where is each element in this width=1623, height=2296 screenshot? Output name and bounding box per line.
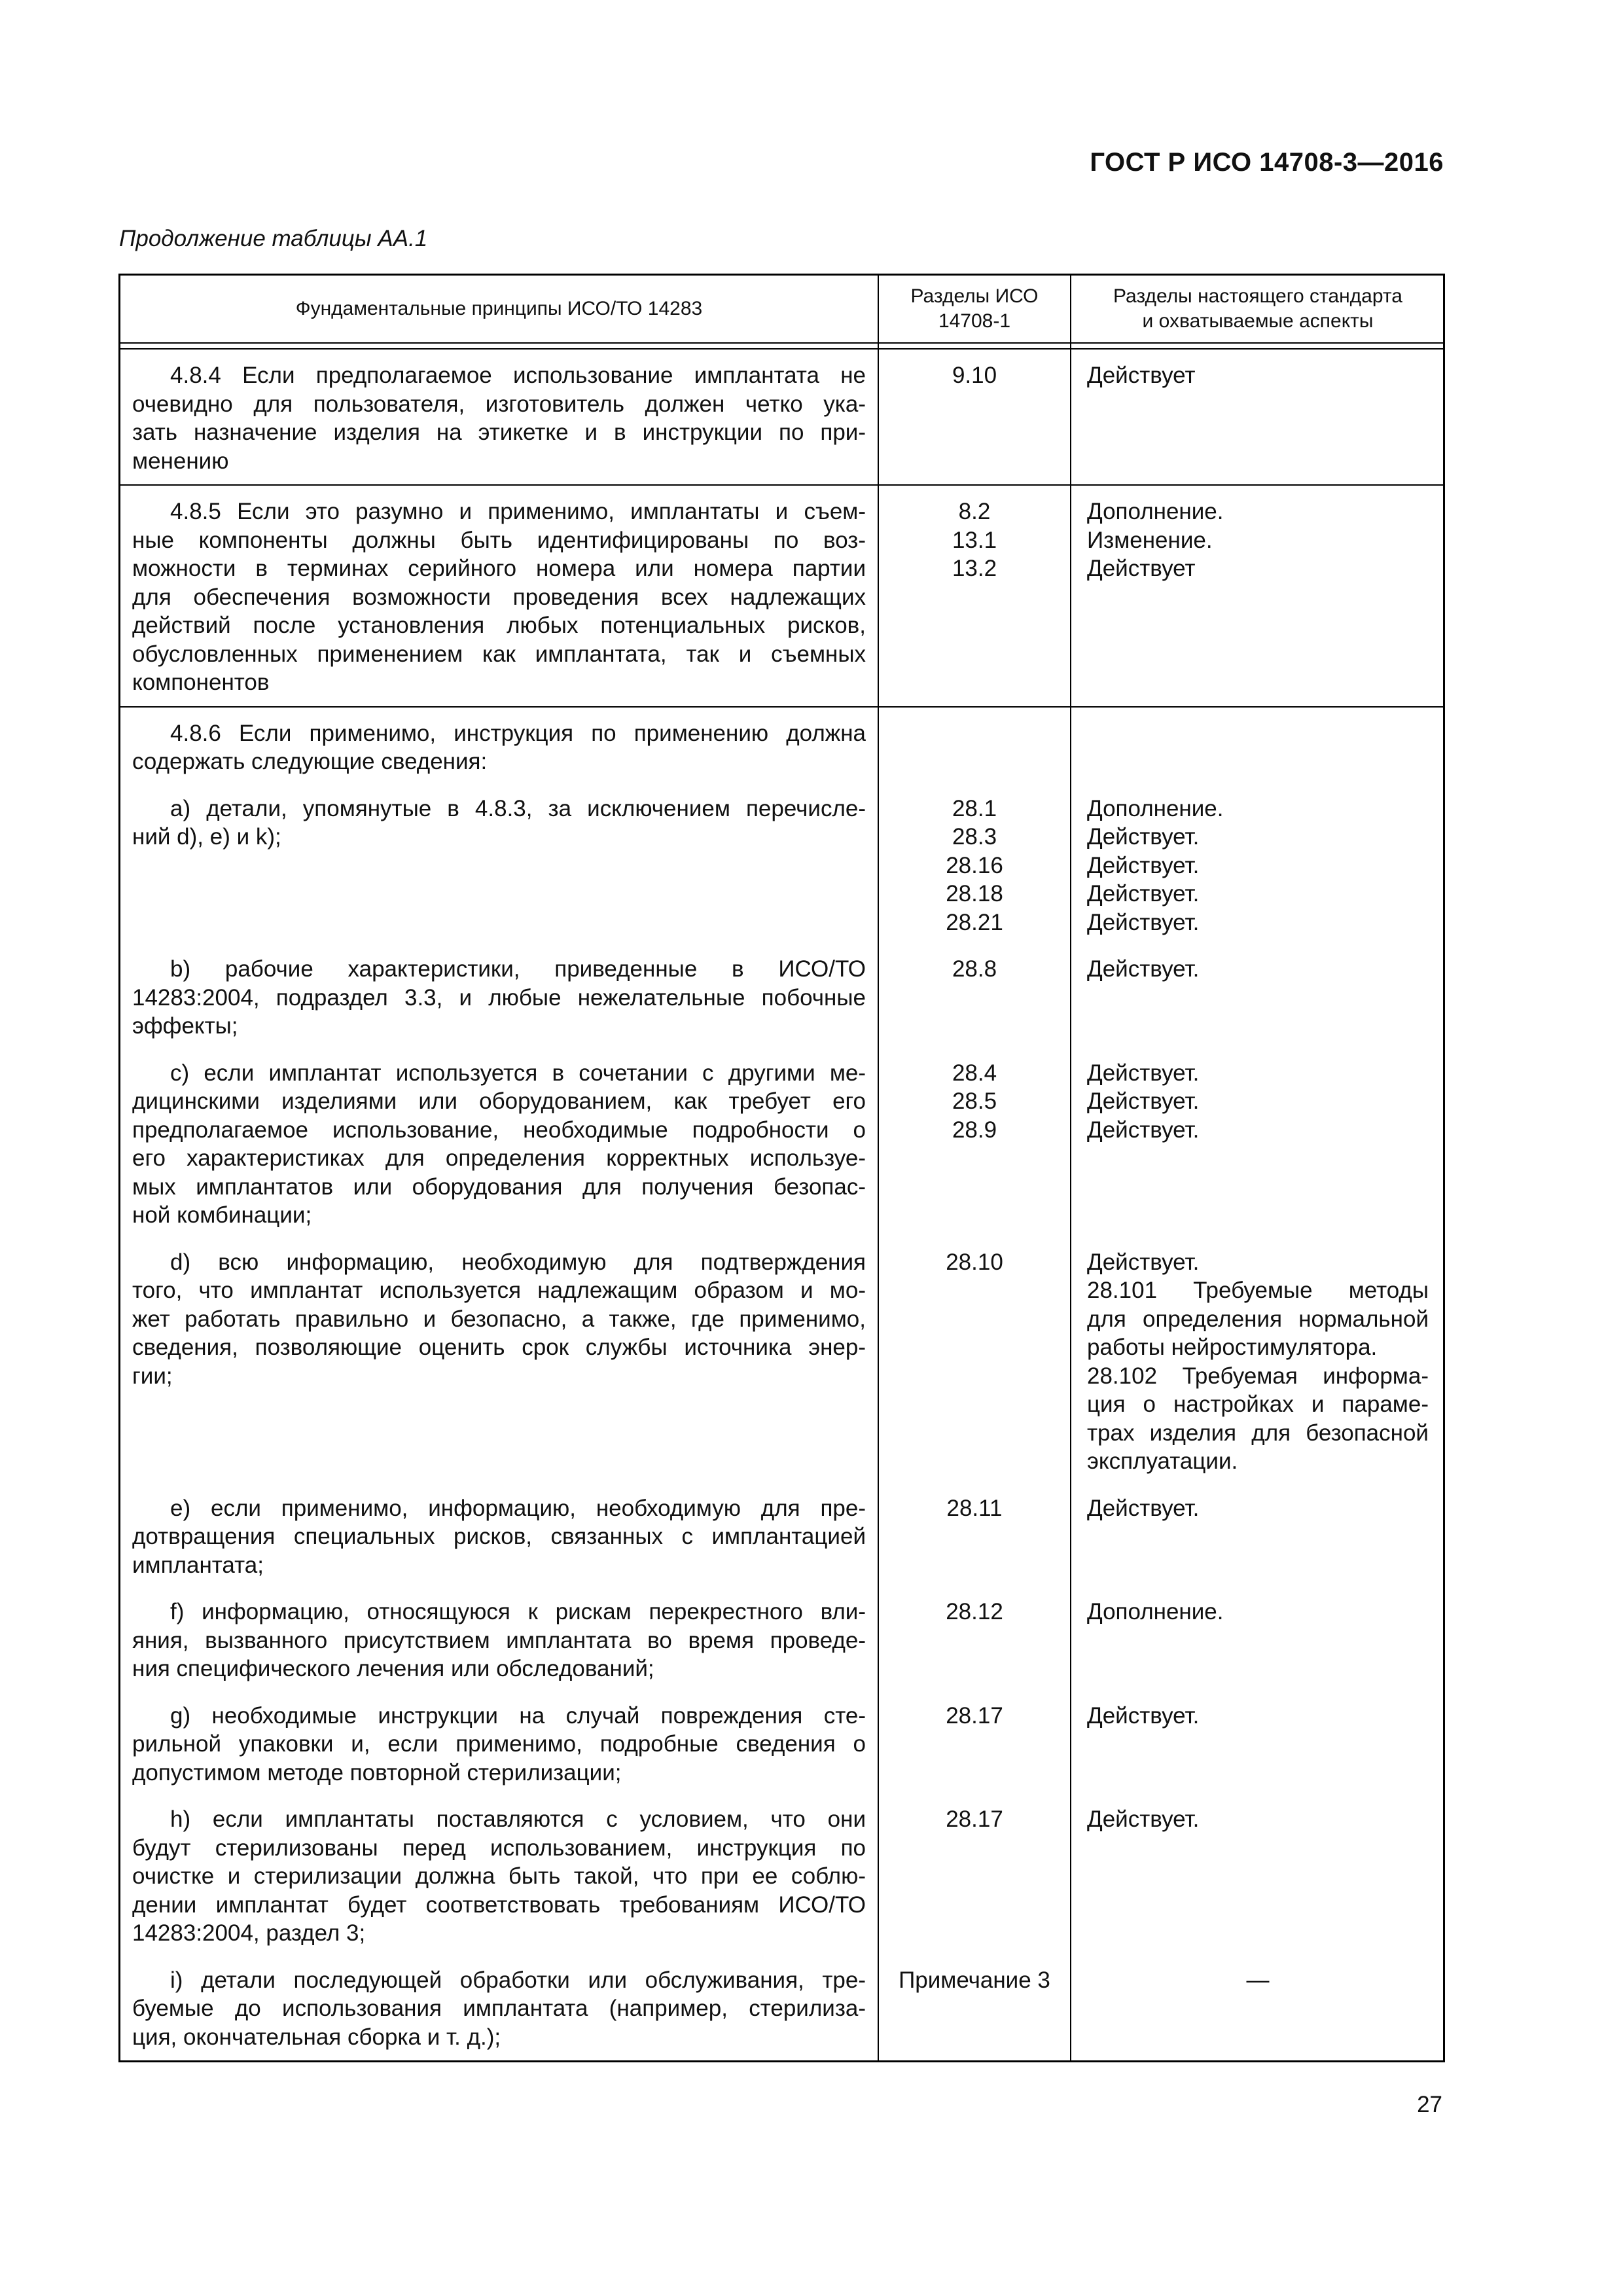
- principle-line: 14283:2004, раздел 3;: [132, 1920, 366, 1946]
- table-item: [120, 1598, 1443, 1702]
- principle-line: ной комбинации;: [132, 1202, 312, 1228]
- aspect-line: Действует.: [1087, 1060, 1200, 1086]
- aspect-line: Действует.: [1087, 1249, 1200, 1275]
- aspect-line: 28.101 Требуемые методы: [1087, 1278, 1429, 1303]
- principle-line: ные компоненты должны быть идентифицированы по воз-: [132, 527, 866, 553]
- iso-section-ref: 28.18: [946, 881, 1003, 906]
- principle-line: 4.8.5 Если это разумно и применимо, имплантаты и съем-: [170, 499, 866, 524]
- principle-line: очевидно для пользователя, изготовитель должен четко ука-: [132, 391, 866, 417]
- principle-cell: [120, 1805, 878, 1966]
- iso-section-ref: 28.3: [952, 824, 997, 850]
- principle-cell: [120, 1598, 878, 1702]
- table-item: [120, 350, 1443, 484]
- iso-section-cell: [878, 486, 1070, 706]
- principle-line: 4.8.4 Если предполагаемое использование имплантата не: [170, 363, 866, 388]
- principle-line: гии;: [132, 1363, 173, 1389]
- table-caption: Продолжение таблицы АА.1: [119, 226, 428, 251]
- principle-cell: [120, 795, 878, 956]
- header-iso-sections-line: 14708-1: [938, 310, 1011, 332]
- iso-section-ref: 13.1: [952, 527, 997, 553]
- header-aspects-line: и охватываемые аспекты: [1142, 310, 1374, 332]
- principle-cell: [120, 350, 878, 484]
- aspect-line: для определения нормальной: [1087, 1306, 1429, 1332]
- principle-line: b) рабочие характеристики, приведенные в ИСО/ТО: [170, 956, 866, 982]
- iso-section-cell: [878, 1702, 1070, 1806]
- principle-line: дицинскими изделиями или оборудованием, как требует его: [132, 1088, 866, 1114]
- iso-section-cell: [878, 1805, 1070, 1966]
- table-item: [120, 708, 1443, 795]
- aspect-cell: [1070, 1494, 1443, 1598]
- principle-line: 4.8.6 Если применимо, инструкция по применению должна: [170, 720, 866, 746]
- aspect-line: Действует.: [1087, 1702, 1200, 1729]
- aspect-line: Дополнение.: [1087, 499, 1224, 524]
- header-iso-sections-line: Разделы ИСО: [910, 285, 1039, 307]
- aspect-line: Действует.: [1087, 909, 1200, 935]
- aspect-cell: [1070, 795, 1443, 956]
- iso-section-ref: 28.11: [946, 1495, 1003, 1521]
- principle-line: c) если имплантат используется в сочетании с другими ме-: [170, 1060, 866, 1086]
- iso-section-cell: [878, 1248, 1070, 1494]
- table-item: [120, 1494, 1443, 1598]
- aspect-line: —: [1246, 1967, 1270, 1993]
- aspect-line: трах изделия для безопасной: [1087, 1420, 1429, 1446]
- iso-section-cell: [878, 795, 1070, 956]
- iso-section-ref: 13.2: [952, 556, 997, 581]
- aspect-line: Действует.: [1087, 1117, 1200, 1143]
- principle-line: компонентов: [132, 670, 270, 695]
- principle-line: дотвращения специальных рисков, связанных с имплантацией: [132, 1524, 866, 1549]
- principle-line: очистке и стерилизации должна быть такой, что при ее соблю-: [132, 1863, 866, 1889]
- iso-section-cell: [878, 1059, 1070, 1248]
- aspect-cell: [1070, 1248, 1443, 1494]
- table-header-row: [120, 276, 1443, 344]
- iso-section-ref: 28.4: [952, 1060, 997, 1086]
- principle-cell: [120, 1966, 878, 2061]
- aspect-line: Изменение.: [1087, 527, 1213, 553]
- principle-line: имплантата;: [132, 1552, 264, 1578]
- principle-line: h) если имплантаты поставляются с условием, что они: [170, 1806, 866, 1832]
- aspect-line: Действует.: [1087, 852, 1200, 878]
- aspect-cell: [1070, 1966, 1443, 2061]
- aspect-line: Действует: [1087, 363, 1196, 388]
- aspect-line: Действует.: [1087, 1495, 1200, 1521]
- iso-section-ref: 28.17: [946, 1702, 1003, 1729]
- principle-cell: [120, 708, 878, 795]
- aspect-cell: [1070, 1702, 1443, 1806]
- table-item: [120, 1805, 1443, 1966]
- header-double-rule: [120, 344, 1443, 348]
- principle-line: мых имплантатов или оборудования для получения безопас-: [132, 1174, 866, 1200]
- iso-section-cell: [878, 1966, 1070, 2061]
- principle-line: f) информацию, относящуюся к рискам перекрестного вли-: [170, 1599, 866, 1624]
- iso-section-ref: 28.1: [952, 795, 997, 821]
- aspect-line: Действует: [1087, 556, 1196, 581]
- principle-line: будут стерилизованы перед использованием, инструкция по: [132, 1835, 866, 1861]
- iso-section-ref: 28.21: [946, 909, 1003, 935]
- table-item: [120, 1702, 1443, 1806]
- aspect-cell: [1070, 1059, 1443, 1248]
- iso-section-cell: [878, 1598, 1070, 1702]
- principle-line: содержать следующие сведения:: [132, 749, 488, 774]
- iso-section-ref: 28.8: [952, 956, 997, 982]
- principle-cell: [120, 955, 878, 1059]
- principle-line: ция, окончательная сборка и т. д.);: [132, 2024, 501, 2050]
- principle-line: обусловленных применением как имплантата, так и съемных: [132, 641, 866, 667]
- aspect-line: работы нейростимулятора.: [1087, 1335, 1378, 1360]
- principle-line: менению: [132, 448, 229, 474]
- principle-line: предполагаемое использование, необходимые подробности о: [132, 1117, 866, 1143]
- principle-line: 14283:2004, подраздел 3.3, и любые нежелательные побочные: [132, 984, 866, 1011]
- principle-line: для обеспечения возможности проведения всех надлежащих: [132, 584, 866, 610]
- aspect-cell: [1070, 708, 1443, 795]
- principle-line: сведения, позволяющие оценить срок службы источника энер-: [132, 1335, 866, 1360]
- comparison-table: [118, 274, 1445, 2062]
- aspect-line: Действует.: [1087, 1088, 1200, 1114]
- table-item: [120, 955, 1443, 1059]
- table-row: [120, 706, 1443, 2061]
- principle-line: его характеристиках для определения корректных используе-: [132, 1145, 866, 1171]
- iso-section-ref: 28.10: [946, 1249, 1003, 1275]
- iso-section-ref: 28.12: [946, 1599, 1003, 1624]
- header-principles-line: Фундаментальные принципы ИСО/ТО 14283: [295, 298, 703, 319]
- document-id: ГОСТ Р ИСО 14708-3—2016: [1090, 148, 1444, 177]
- header-principles: [120, 276, 878, 342]
- principle-line: яния, вызванного присутствием имплантата во время проведе-: [132, 1627, 866, 1653]
- principle-line: допустимом методе повторной стерилизации;: [132, 1759, 622, 1785]
- principle-line: жет работать правильно и безопасно, а также, где применимо,: [132, 1306, 866, 1332]
- iso-section-cell: [878, 1494, 1070, 1598]
- principle-line: зать назначение изделия на этикетке и в инструкции по при-: [132, 420, 866, 445]
- aspect-line: Дополнение.: [1087, 1599, 1224, 1624]
- table-item: [120, 486, 1443, 706]
- header-aspects-line: Разделы настоящего стандарта: [1113, 285, 1402, 307]
- iso-section-cell: [878, 955, 1070, 1059]
- aspect-line: эксплуатации.: [1087, 1448, 1238, 1474]
- aspect-cell: [1070, 486, 1443, 706]
- aspect-cell: [1070, 1598, 1443, 1702]
- aspect-cell: [1070, 955, 1443, 1059]
- iso-section-ref: 28.9: [952, 1117, 997, 1143]
- principle-line: i) детали последующей обработки или обслуживания, тре-: [170, 1967, 866, 1993]
- aspect-line: Действует.: [1087, 881, 1200, 906]
- aspect-line: Действует.: [1087, 1806, 1200, 1832]
- table-body: [120, 348, 1443, 2060]
- principle-line: рильной упаковки и, если применимо, подробные сведения о: [132, 1731, 866, 1757]
- table-item: [120, 1059, 1443, 1248]
- header-iso-sections: [878, 276, 1070, 342]
- page-number: 27: [1417, 2092, 1442, 2117]
- principle-line: буемые до использования имплантата (например, стерилиза-: [132, 1996, 866, 2021]
- aspect-line: Действует.: [1087, 956, 1200, 982]
- iso-section-ref: 28.16: [946, 852, 1003, 878]
- principle-line: дении имплантат будет соответствовать требованиям ИСО/ТО: [132, 1892, 866, 1918]
- aspect-line: ция о настройках и параме-: [1087, 1391, 1429, 1417]
- principle-cell: [120, 1059, 878, 1248]
- principle-cell: [120, 486, 878, 706]
- iso-section-ref: 28.17: [946, 1806, 1003, 1832]
- principle-cell: [120, 1248, 878, 1494]
- header-standard-aspects: [1070, 276, 1443, 342]
- principle-line: e) если применимо, информацию, необходимую для пре-: [170, 1495, 866, 1521]
- table-row: [120, 484, 1443, 706]
- principle-line: d) всю информацию, необходимую для подтверждения: [170, 1249, 866, 1275]
- aspect-cell: [1070, 350, 1443, 484]
- iso-section-cell: [878, 708, 1070, 795]
- iso-section-ref: Примечание 3: [899, 1967, 1050, 1993]
- principle-line: ний d), e) и k);: [132, 824, 281, 850]
- principle-line: того, что имплантат используется надлежащим образом и мо-: [132, 1278, 866, 1303]
- iso-section-ref: 28.5: [952, 1088, 997, 1114]
- principle-line: ния специфического лечения или обследований;: [132, 1656, 654, 1681]
- principle-line: g) необходимые инструкции на случай повреждения сте-: [170, 1702, 866, 1729]
- table-item: [120, 1966, 1443, 2061]
- table-item: [120, 1248, 1443, 1494]
- iso-section-ref: 9.10: [952, 363, 997, 388]
- principle-line: эффекты;: [132, 1013, 238, 1039]
- principle-line: действий после установления любых потенциальных рисков,: [132, 613, 866, 638]
- aspect-line: 28.102 Требуемая информа-: [1087, 1363, 1429, 1389]
- table-row: [120, 348, 1443, 484]
- principle-line: a) детали, упомянутые в 4.8.3, за исключением перечисле-: [170, 795, 866, 821]
- aspect-cell: [1070, 1805, 1443, 1966]
- principle-cell: [120, 1702, 878, 1806]
- aspect-line: Действует.: [1087, 824, 1200, 850]
- aspect-line: Дополнение.: [1087, 795, 1224, 821]
- principle-cell: [120, 1494, 878, 1598]
- iso-section-cell: [878, 350, 1070, 484]
- iso-section-ref: 8.2: [958, 499, 991, 524]
- principle-line: можности в терминах серийного номера или номера партии: [132, 556, 866, 581]
- table-item: [120, 795, 1443, 956]
